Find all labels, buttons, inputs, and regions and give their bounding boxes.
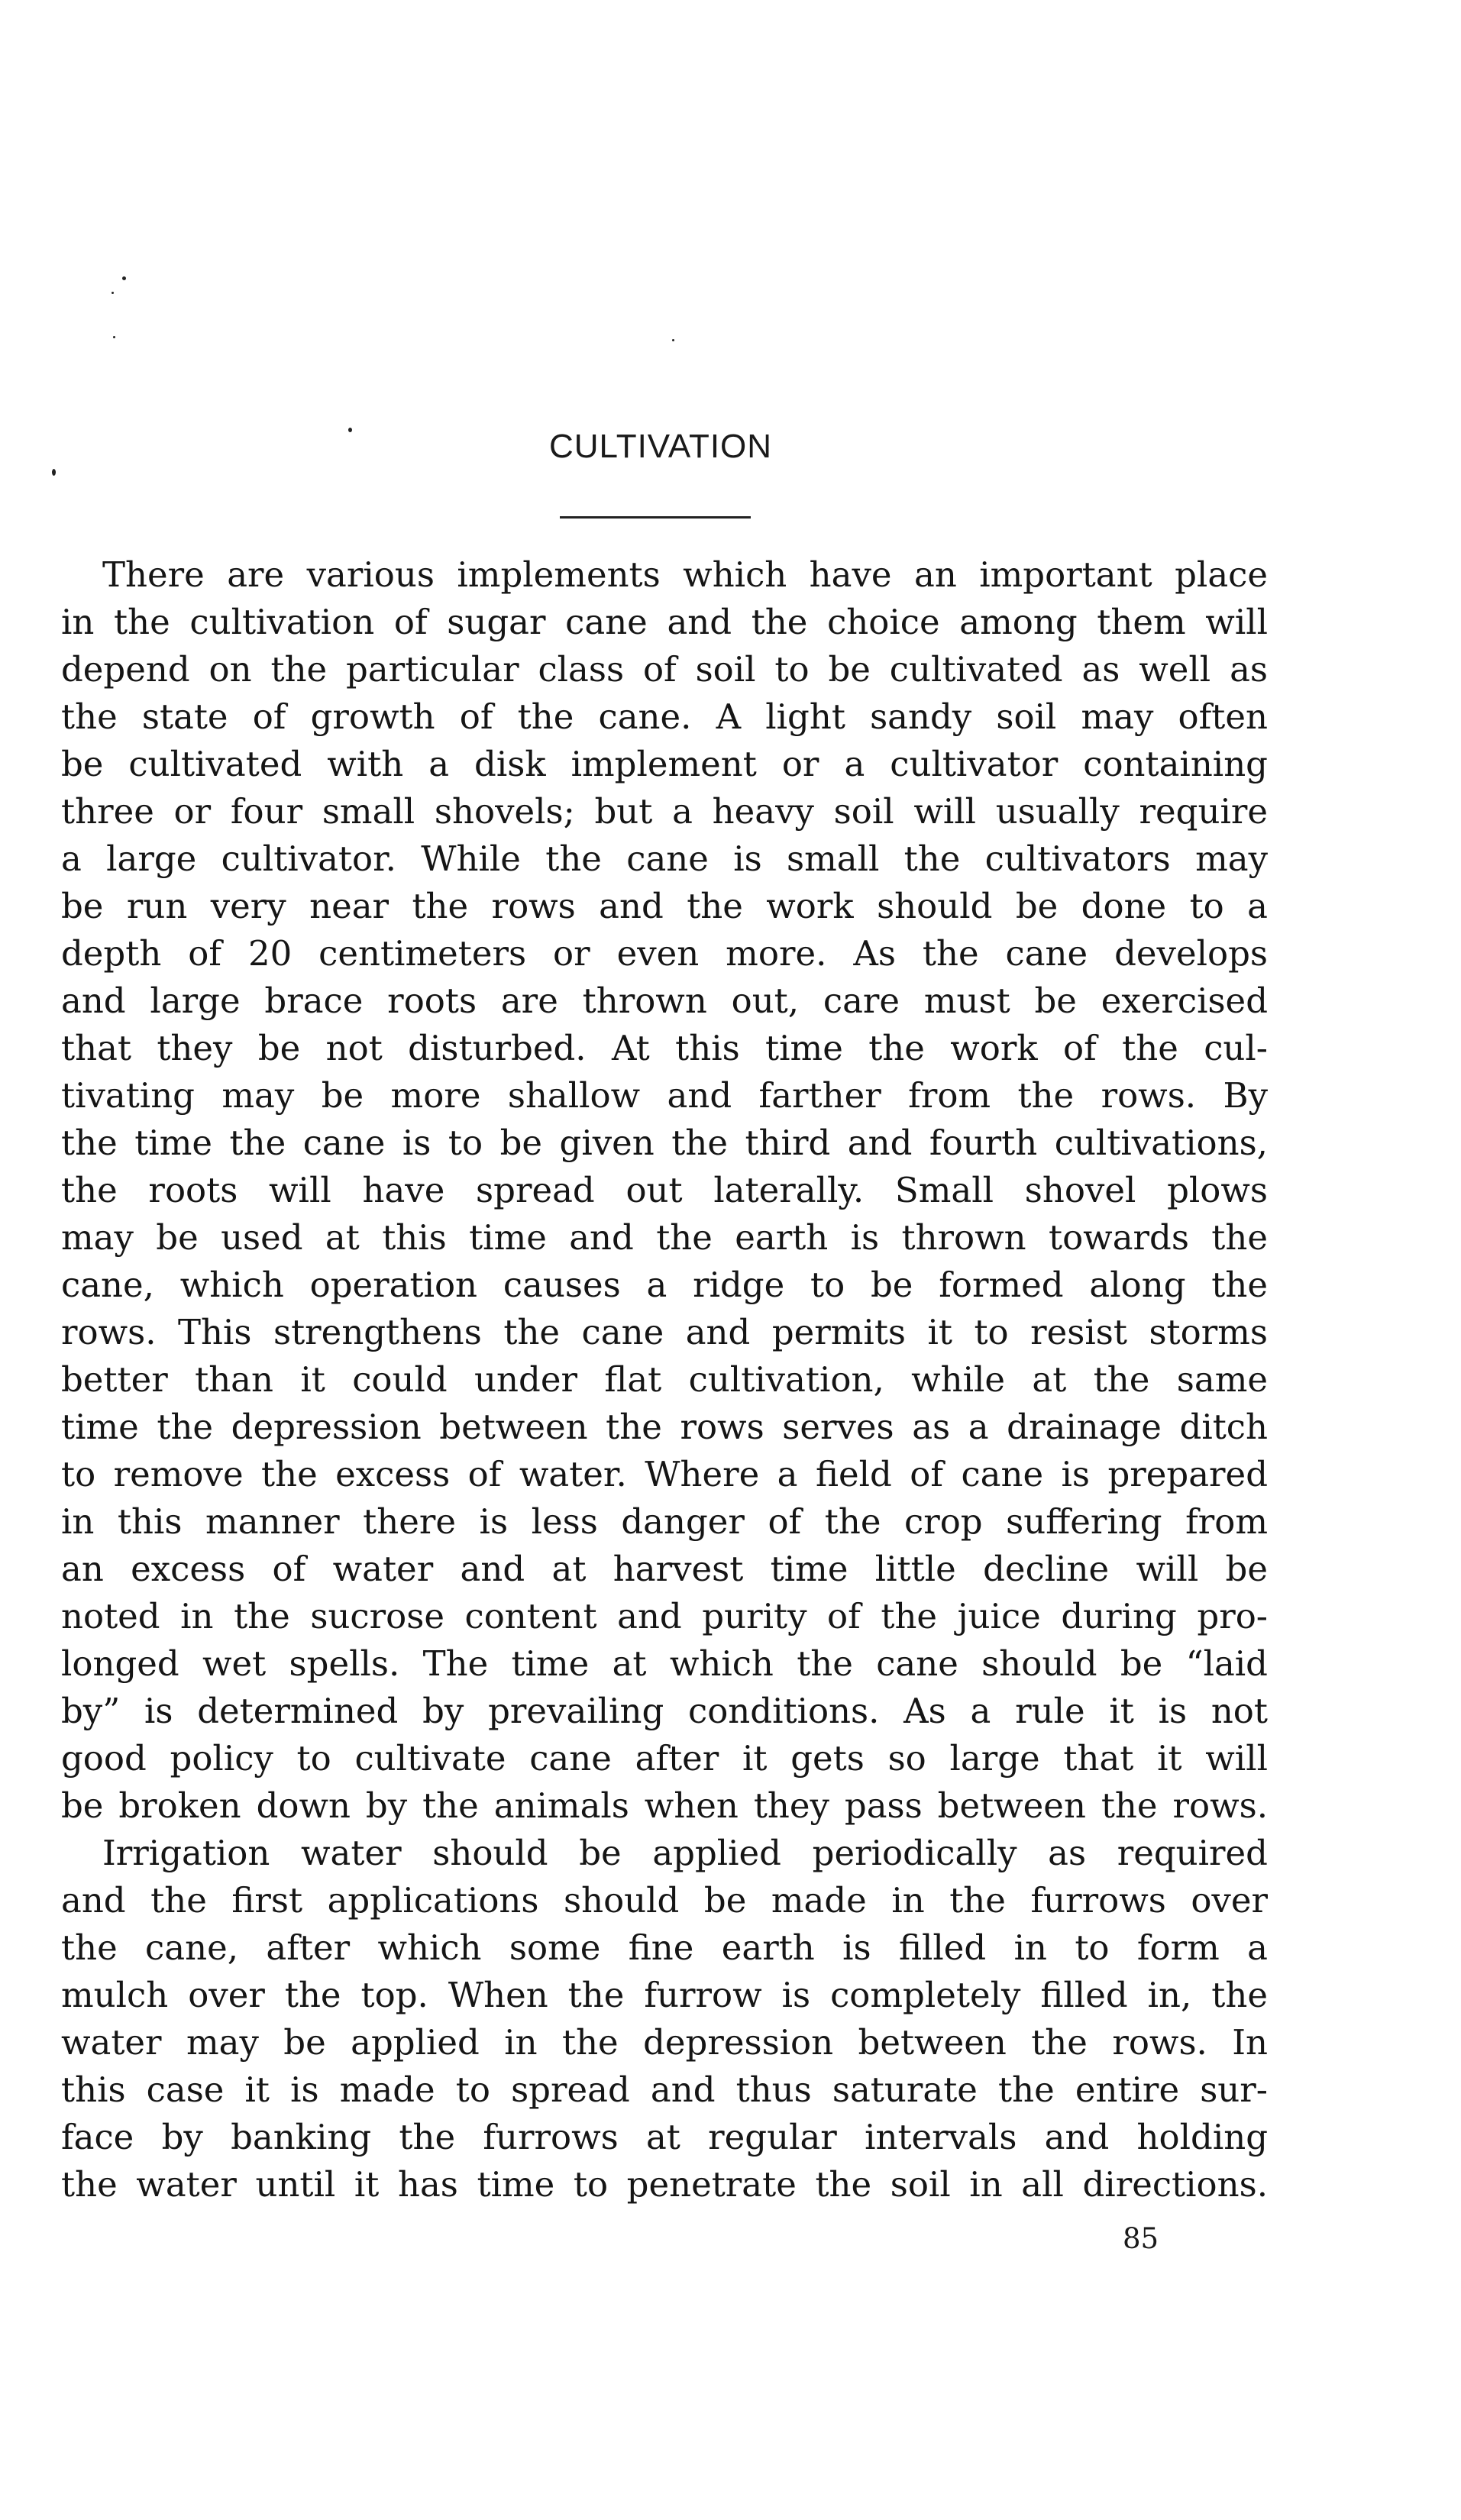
paragraph xyxy=(61,551,1268,1830)
text-line: There are various implements which have an important place xyxy=(102,554,1268,595)
text-line: be cultivated with a disk implement or a cultivator containing xyxy=(61,744,1268,784)
text-line: in this manner there is less danger of the crop suffering from xyxy=(61,1501,1268,1542)
text-line: three or four small shovels; but a heavy soil will usually require xyxy=(61,791,1268,832)
text-line: depth of 20 centimeters or even more. As the cane develops xyxy=(61,933,1268,974)
text-line: depend on the particular class of soil to be cultivated as well as xyxy=(61,649,1268,690)
text-line: the cane, after which some fine earth is filled in to form a xyxy=(61,1927,1268,1968)
text-line: that they be not disturbed. At this time the work of the cul- xyxy=(61,1028,1268,1068)
text-line: water may be applied in the depression between the rows. In xyxy=(61,2022,1268,2063)
scan-speck xyxy=(113,336,115,338)
text-line: mulch over the top. When the furrow is completely filled in, the xyxy=(61,1975,1268,2015)
scan-speck xyxy=(112,292,114,294)
text-line: the time the cane is to be given the third and fourth cultivations, xyxy=(61,1123,1268,1163)
text-line: be broken down by the animals when they pass between the rows. xyxy=(61,1785,1268,1826)
text-line: an excess of water and at harvest time little decline will be xyxy=(61,1549,1268,1589)
text-line: may be used at this time and the earth is thrown towards the xyxy=(61,1217,1268,1258)
scan-speck xyxy=(672,339,674,341)
text-line: and large brace roots are thrown out, care must be exercised xyxy=(61,981,1268,1021)
page-number: 85 xyxy=(1123,2222,1159,2255)
text-line: tivating may be more shallow and farther from the rows. By xyxy=(61,1075,1268,1116)
text-line: this case it is made to spread and thus saturate the entire sur- xyxy=(61,2069,1268,2110)
text-line: longed wet spells. The time at which the cane should be “laid xyxy=(61,1643,1268,1684)
text-line: the state of growth of the cane. A light sandy soil may often xyxy=(61,696,1268,737)
scan-speck xyxy=(52,469,56,476)
text-line: cane, which operation causes a ridge to be formed along the xyxy=(61,1265,1268,1305)
text-line: by” is determined by prevailing conditions. As a rule it is not xyxy=(61,1691,1268,1731)
text-line: the roots will have spread out laterally. Small shovel plows xyxy=(61,1170,1268,1210)
scan-speck xyxy=(122,276,126,280)
text-line: better than it could under flat cultivation, while at the same xyxy=(61,1359,1268,1400)
text-line: rows. This strengthens the cane and permits it to resist storms xyxy=(61,1312,1268,1352)
text-line: good policy to cultivate cane after it gets so large that it will xyxy=(61,1738,1268,1779)
text-line: and the first applications should be made in the furrows over xyxy=(61,1880,1268,1921)
text-line: Irrigation water should be applied periodically as required xyxy=(102,1833,1268,1873)
paragraph xyxy=(61,1830,1268,2208)
text-line: a large cultivator. While the cane is small the cultivators may xyxy=(61,838,1268,879)
text-line: time the depression between the rows serves as a drainage ditch xyxy=(61,1407,1268,1447)
heading-rule xyxy=(560,516,751,519)
text-line: be run very near the rows and the work should be done to a xyxy=(61,886,1268,926)
body-text xyxy=(61,551,1268,2208)
text-line: noted in the sucrose content and purity of the juice during pro- xyxy=(61,1596,1268,1636)
text-line: the water until it has time to penetrate the soil in all directions. xyxy=(61,2164,1268,2205)
chapter-heading: CULTIVATION xyxy=(548,428,773,465)
text-line: in the cultivation of sugar cane and the choice among them will xyxy=(61,602,1268,642)
text-line: face by banking the furrows at regular intervals and holding xyxy=(61,2117,1268,2157)
text-line: to remove the excess of water. Where a field of cane is prepared xyxy=(61,1454,1268,1494)
